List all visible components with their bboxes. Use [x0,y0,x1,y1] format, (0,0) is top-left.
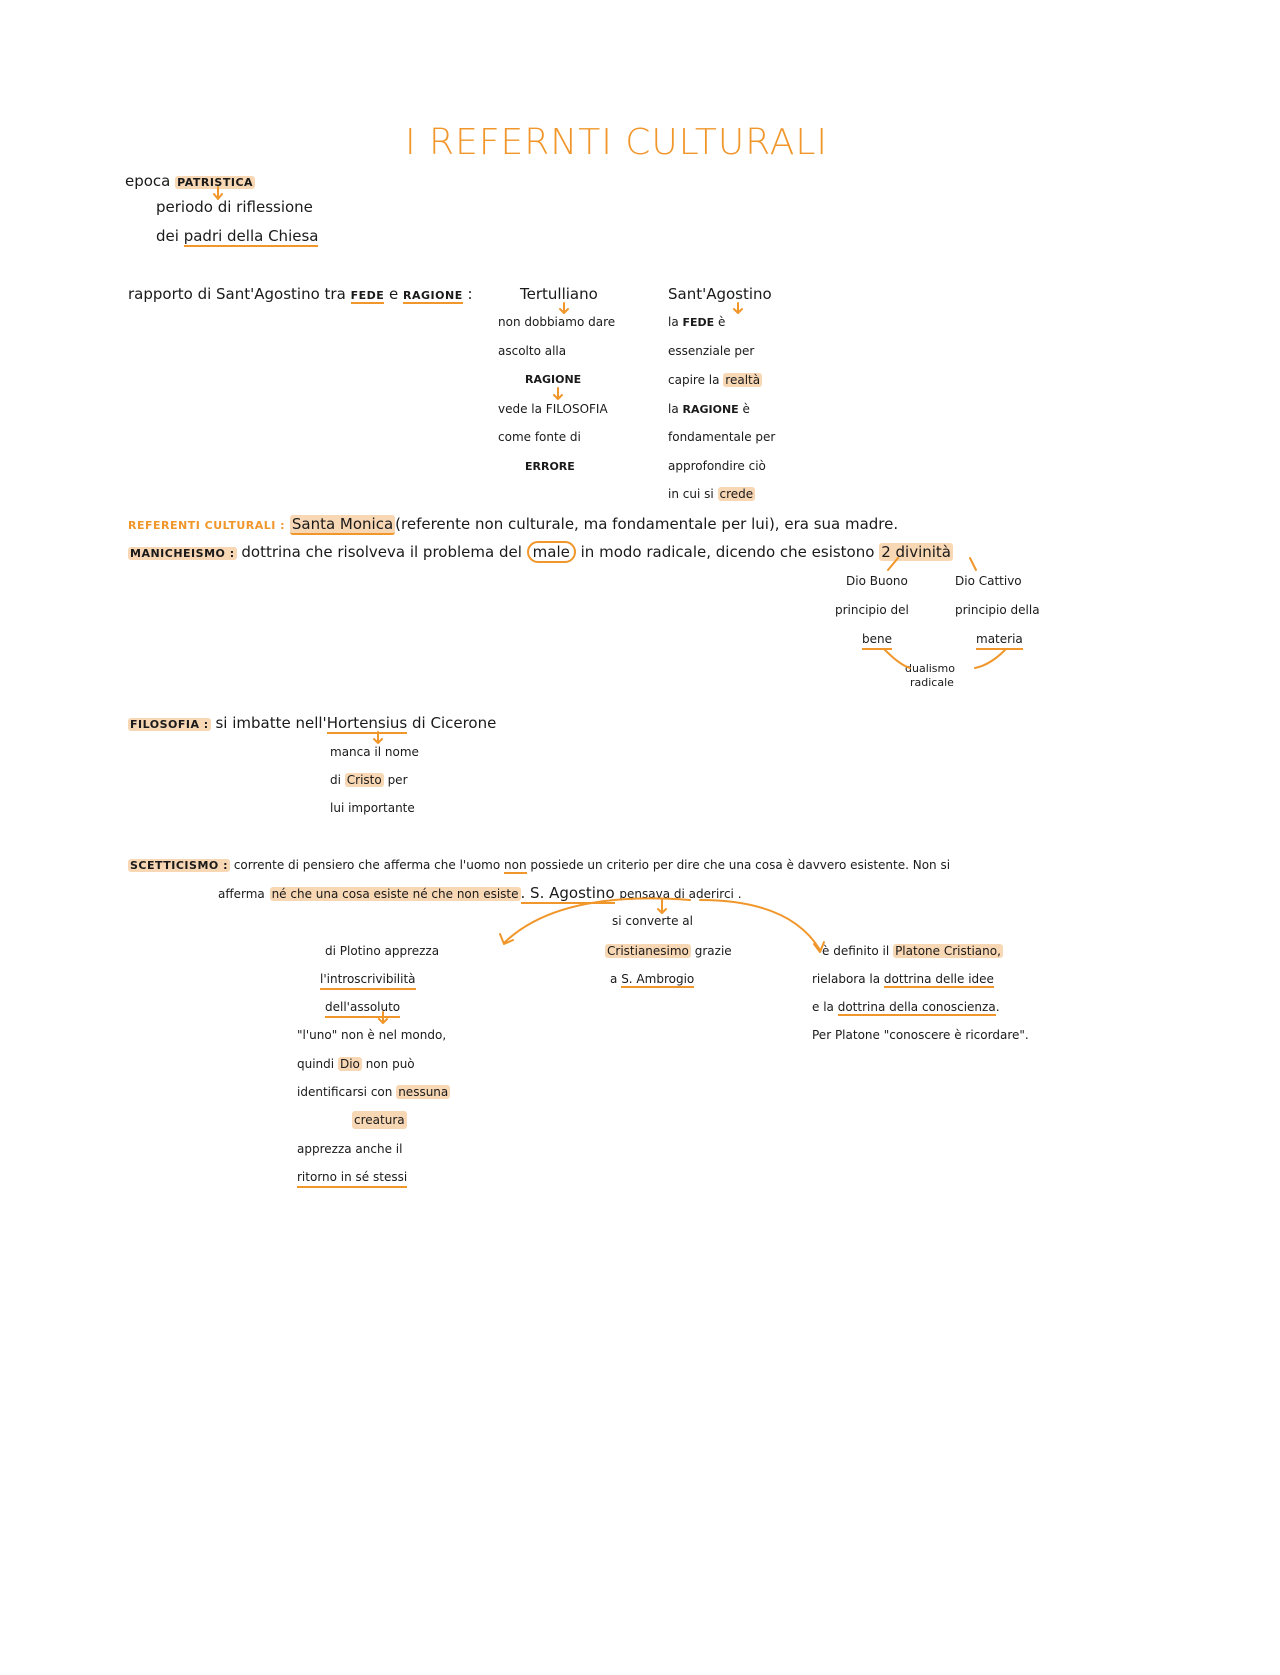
epoca-term: PATRISTICA [177,176,254,189]
agostino-l7 [668,485,755,503]
conversione-l2b: grazie [694,944,732,958]
agostino-l3 [668,371,762,389]
rapporto-colon: : [467,285,473,303]
rapporto-e: e [389,285,399,303]
plotino-l8: apprezza anche il [297,1142,403,1156]
dualismo-1: dualismo [905,662,955,675]
filosofia-label: FILOSOFIA : [130,718,209,731]
agostino-l1a: la [668,315,679,329]
platone-l3a: e la [812,1000,834,1014]
plotino-l4: "l'uno" non è nel mondo, [297,1028,447,1042]
referenti-label: REFERENTI CULTURALI : [128,519,286,532]
agostino-l6: approfondire ciò [668,459,766,473]
conversione-l1: si converte al [612,914,693,928]
scetticismo-line2 [218,884,742,903]
agostino-l3a: capire la [668,373,720,387]
plotino-l1: di Plotino apprezza [325,944,440,958]
agostino-l4 [668,400,750,419]
epoca-def-2 [156,227,318,245]
plotino-l7: creatura [354,1113,405,1127]
tertulliano-l3: RAGIONE [525,373,582,386]
scetticismo-line2b: né che una cosa esiste né che non esiste [271,887,519,901]
agostino-l4b: RAGIONE [682,403,739,416]
plotino-l5c: non può [365,1057,415,1071]
agostino-l7a: in cui si [668,487,714,501]
tertulliano-l1: non dobbiamo dare [498,315,616,329]
dio-cattivo-materia: materia [976,630,1023,650]
agostino-name: Sant'Agostino [668,285,772,303]
scetticismo-non: non [504,858,527,872]
scetticismo-label: SCETTICISMO : [130,859,228,872]
agostino-l3b: realtà [725,373,761,387]
dio-cattivo-sub: principio della [955,603,1040,617]
manicheismo-line [128,543,953,563]
filosofia-l2a: di [330,773,341,787]
plotino-l2: l'introscrivibilità [320,970,416,990]
manicheismo-label: MANICHEISMO : [130,547,235,560]
dio-buono: Dio Buono [846,574,908,588]
plotino-l6b: nessuna [398,1085,449,1099]
platone-l4: Per Platone "conoscere è ricordare". [812,1028,1029,1042]
agostino-l5: fondamentale per [668,430,776,444]
platone-l2b: dottrina delle idee [883,972,994,986]
scetticismo-line2d: pensava di aderirci . [619,887,742,901]
manicheismo-text2: in modo radicale, dicendo che esistono [580,543,875,561]
dio-buono-sub: principio del [835,603,909,617]
agostino-l1b: FEDE [682,316,715,329]
platone-l1 [822,942,1003,960]
scetticismo-text2: possiede un criterio per dire che una cosa è davvero esistente. Non si [530,858,951,872]
page-title: I REFERNTI CULTURALI [405,122,829,163]
platone-l2 [812,970,994,988]
plotino-l3: dell'assoluto [325,998,400,1018]
filosofia-line [128,714,496,734]
conversione-l3b: S. Ambrogio [621,972,695,986]
tertulliano-l6: ERRORE [525,460,575,473]
dualismo-2: radicale [910,676,954,689]
epoca-def-2a: dei [156,227,179,245]
manicheismo-text1: dottrina che risolveva il problema del [241,543,522,561]
manicheismo-male: male [527,541,576,563]
plotino-l5b: Dio [339,1057,360,1071]
epoca-prefix: epoca [125,172,171,190]
rapporto-line [128,285,473,305]
scetticismo-text1: corrente di pensiero che afferma che l'uomo [233,858,501,872]
epoca-def-2b: padri della Chiesa [183,227,319,245]
agostino-l1c: è [718,315,726,329]
filosofia-text1: si imbatte nell' [215,714,327,732]
plotino-l9: ritorno in sé stessi [297,1168,407,1188]
filosofia-l2c: per [387,773,408,787]
scetticismo-line2c: . S. Agostino [520,884,615,902]
plotino-l5 [297,1055,415,1073]
plotino-l5a: quindi [297,1057,335,1071]
tertulliano-name: Tertulliano [520,285,598,303]
tertulliano-l2: ascolto alla [498,344,567,358]
agostino-l4c: è [742,402,750,416]
arrow-materia-dualismo [975,650,1005,668]
scetticismo-line1 [128,856,950,875]
platone-l1a: è definito il [822,944,890,958]
rapporto-ragione: RAGIONE [403,289,463,302]
referenti-line [128,515,898,535]
conversione-l3a: a [610,972,618,986]
tertulliano-l5: come fonte di [498,430,581,444]
conversione-l3 [610,970,694,988]
conversione-l2 [605,942,732,960]
referenti-name: Santa Monica [291,515,394,533]
plotino-l6 [297,1083,450,1101]
platone-l3 [812,998,1000,1016]
filosofia-hortensius: Hortensius [326,714,408,732]
rapporto-text: rapporto di Sant'Agostino tra [128,285,346,303]
epoca-def-1: periodo di riflessione [156,198,313,216]
platone-l2a: rielabora la [812,972,881,986]
filosofia-l2 [330,771,408,789]
rapporto-fede: FEDE [350,289,385,302]
platone-l3b: dottrina della conoscienza [837,1000,996,1014]
epoca-line [125,172,255,192]
dio-cattivo: Dio Cattivo [955,574,1022,588]
filosofia-l3: lui importante [330,801,415,815]
agostino-l2: essenziale per [668,344,755,358]
manicheismo-divinita: 2 divinità [881,543,951,561]
agostino-l1 [668,313,725,332]
platone-l3c: . [995,1000,1000,1014]
conversione-l2a: Cristianesimo [607,944,689,958]
filosofia-l2b: Cristo [346,773,382,787]
scetticismo-line2a: afferma [218,887,265,901]
agostino-l7b: crede [719,487,754,501]
filosofia-text2: di Cicerone [412,714,497,732]
referenti-rest: (referente non culturale, ma fondamentale per lui), era sua madre. [395,515,899,533]
filosofia-l1: manca il nome [330,745,419,759]
arrow-divinita-right [970,558,976,570]
agostino-l4a: la [668,402,679,416]
tertulliano-l4: vede la FILOSOFIA [498,402,608,416]
platone-l1b: Platone Cristiano, [895,944,1001,958]
plotino-l6a: identificarsi con [297,1085,393,1099]
dio-buono-bene: bene [862,630,892,650]
